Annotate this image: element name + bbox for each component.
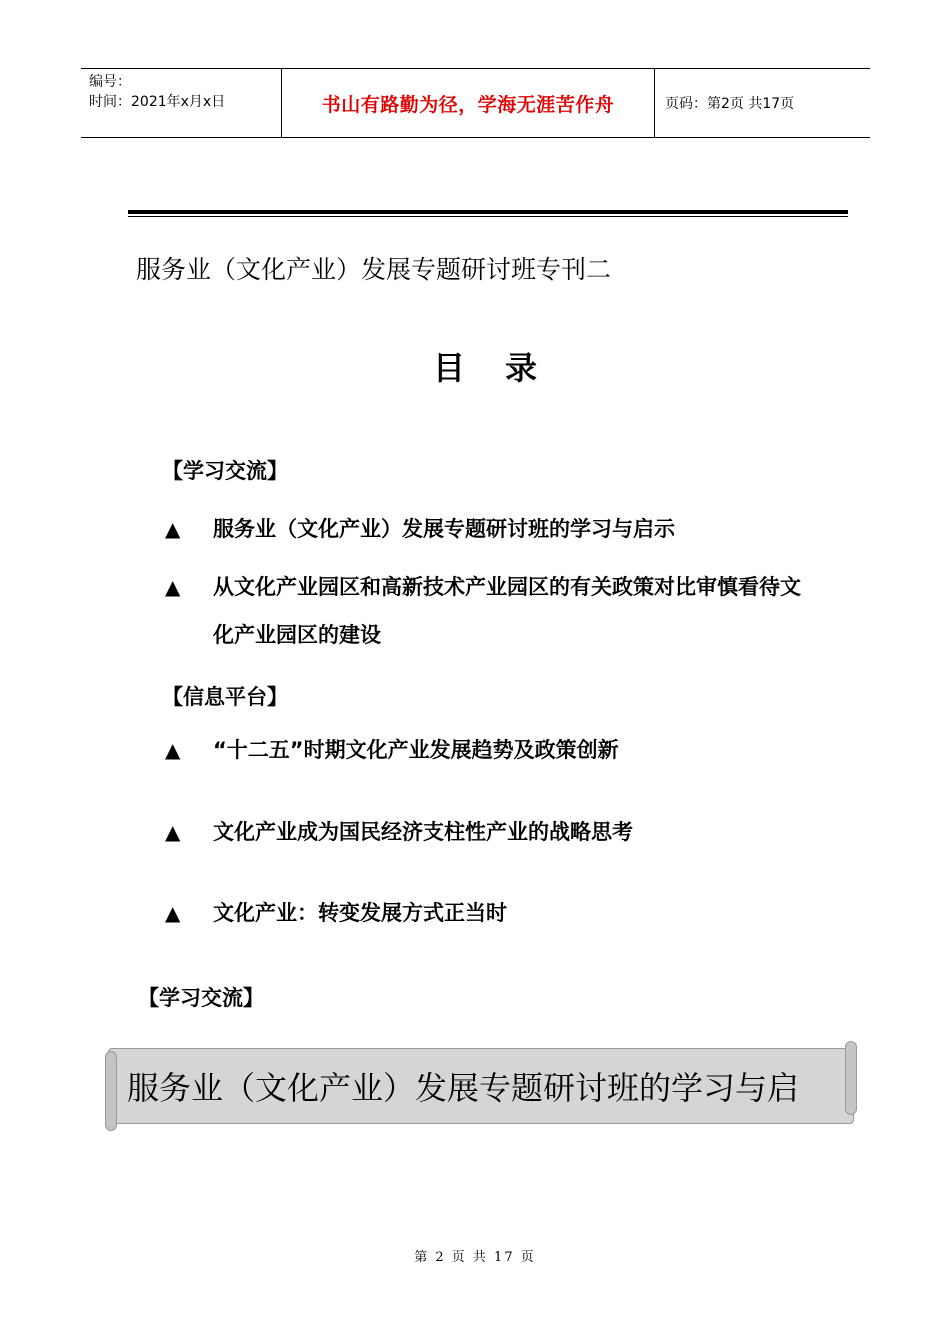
article-title-scroll-banner [108,1048,854,1124]
toc-item[interactable] [165,575,815,659]
toc-item[interactable] [165,738,619,774]
triangle-bullet-icon: ▲ [165,901,181,925]
toc-item[interactable] [165,901,507,937]
triangle-bullet-icon: ▲ [165,575,181,599]
triangle-bullet-icon: ▲ [165,738,181,762]
time-label: 时间：2021年x月x日 [89,94,226,110]
header-page-cell [655,69,870,137]
toc-item-text: 文化产业成为国民经济支柱性产业的战略思考 [213,820,633,844]
triangle-bullet-icon: ▲ [165,517,181,541]
toc-item-text: 文化产业：转变发展方式正当时 [213,901,507,925]
triangle-bullet-icon: ▲ [165,820,181,844]
article-title: 服务业（文化产业）发展专题研讨班的学习与启 [127,1069,800,1107]
title-rule-thin [128,216,848,217]
header-meta-cell [81,69,282,137]
page-label: 页码：第2页 共17页 [665,96,795,112]
motto: 书山有路勤为径，学海无涯苦作舟 [321,93,615,116]
toc-section-info: 【信息平台】 [162,685,288,709]
toc-item[interactable] [165,517,675,553]
number-label: 编号： [89,74,131,90]
page-header [81,68,870,138]
toc-section-learning: 【学习交流】 [162,459,288,483]
toc-item[interactable] [165,820,633,856]
header-motto-cell [282,69,655,137]
page-footer: 第 2 页 共 17 页 [414,1250,536,1265]
title-rule-thick [128,210,848,214]
toc-heading: 目录 [432,349,577,387]
toc-item-text: “十二五”时期文化产业发展趋势及政策创新 [213,738,619,762]
body-section-label: 【学习交流】 [138,986,264,1010]
toc-item-text: 服务业（文化产业）发展专题研讨班的学习与启示 [213,517,675,541]
toc-item-text: 从文化产业园区和高新技术产业园区的有关政策对比审慎看待文化产业园区的建设 [213,575,801,647]
document-title: 服务业（文化产业）发展专题研讨班专刊二 [136,255,612,284]
